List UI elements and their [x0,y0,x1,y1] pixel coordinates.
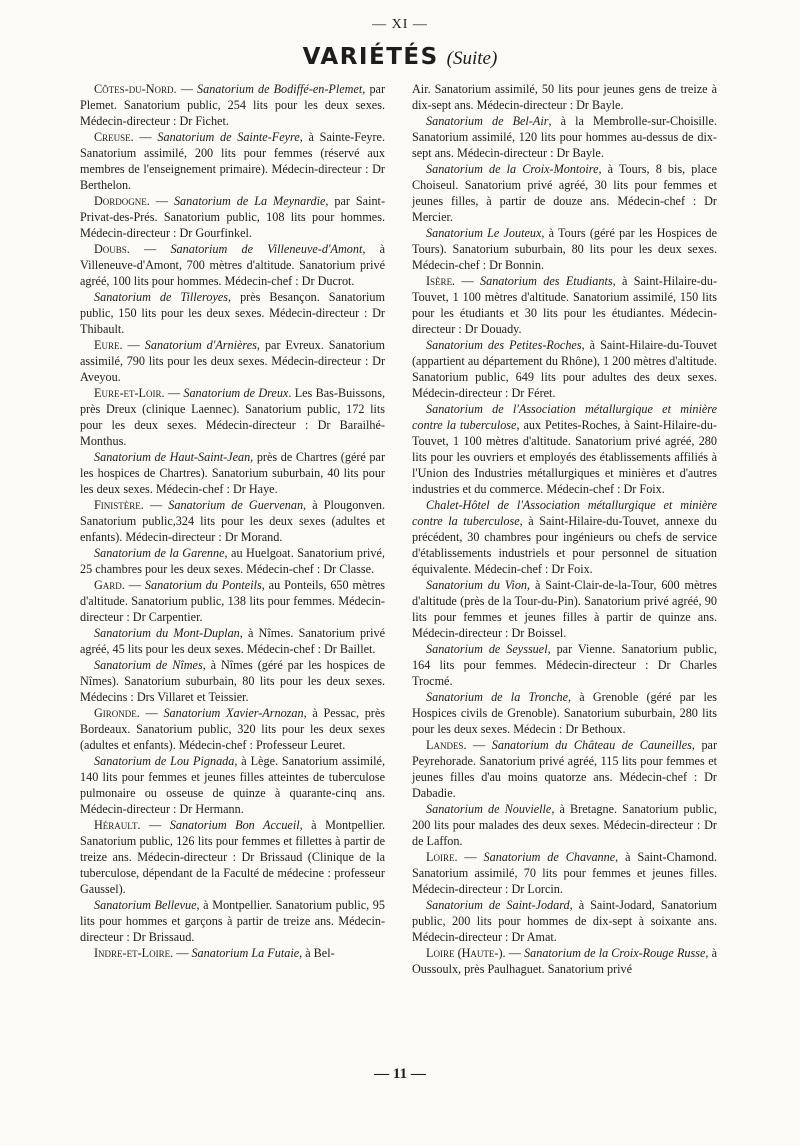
sanatorium-details: , à Plougonven. Sanatorium public,324 lits pour les deux sexes (adultes et enfants). Médecin-directeur : Dr Morand. [80,498,386,544]
sanatorium-details: , à Bel- [299,946,335,960]
sanatorium-name: Sanatorium du Vion [426,578,528,592]
department-name: Creuse. [94,130,134,144]
sanatorium-entry [80,897,385,945]
sanatorium-name: Sanatorium de Dreux [183,386,289,400]
sanatorium-name: Sanatorium de Guervenan [168,498,304,512]
sanatorium-details: Air. Sanatorium assimilé, 50 lits pour jeunes gens de treize à dix-sept ans. Médecin-directeur : Dr Bayle. [412,82,717,112]
sanatorium-entry: Isère. — Sanatorium des Etudiants, à Saint-Hilaire-du-Touvet, 1 100 mètres d'altitude. Sanatorium assimilé, 150 lits pour les étudiants et 30 lits pour les étudiantes. Médecin-directeur : Dr Douady. [412,274,717,336]
department-name: Hérault. [94,818,141,832]
sanatorium-details: , aux Petites-Roches, à Saint-Hilaire-du-Touvet, 1 100 mètres d'altitude. Sanatorium privé agréé, 280 lits pour les ouvriers et employés des établissements affiliés à l'Union des Industries métallurgiques et minières et d'autres industries et du commerce. Médecin-chef : Dr Foix. [412,418,717,496]
sanatorium-name: Sanatorium Bellevue [94,898,197,912]
sanatorium-entry: Eure. — Sanatorium d'Arnières, par Evreux. Sanatorium assimilé, 790 lits pour les deux sexes. Médecin-directeur : Dr Aveyou. [80,338,385,384]
sanatorium-details: , à Saint-Hilaire-du-Touvet (appartient au département du Rhône), 1 200 mètres d'altitude. Sanatorium public, 649 lits pour adultes des deux sexes. Médecin-directeur : Dr Féret. [412,338,717,400]
sanatorium-entry [412,113,717,161]
sanatorium-name: Sanatorium de l'Association métallurgique et minière contre la tuberculose [412,402,717,432]
sanatorium-details: , par Saint-Privat-des-Prés. Sanatorium public, 108 lits pour hommes. Médecin-directeur : Dr Gourfinkel. [80,194,386,240]
sanatorium-entry: Gironde. — Sanatorium Xavier-Arnozan, à Pessac, près Bordeaux. Sanatorium public, 320 lits pour les deux sexes (adultes et enfants). Médecin-chef : Professeur Leuret. [80,706,385,752]
sanatorium-name: Sanatorium de Bel-Air [426,114,549,128]
sanatorium-name: Sanatorium de la Garenne [94,546,225,560]
sanatorium-name: Sanatorium de Saint-Jodard [426,898,570,912]
sanatorium-entry [412,897,717,945]
sanatorium-entry: Eure-et-Loir. — Sanatorium de Dreux. Les Bas-Buissons, près Dreux (clinique Laennec). Sanatorium public, 172 lits pour les deux sexes. Médecin-directeur : Dr Barailhé-Monthus. [80,386,386,448]
sanatorium-entry: Loire (Haute-). — Sanatorium de la Croix-Rouge Russe, à Oussoulx, près Paulhaguet. Sanatorium privé [412,946,717,976]
department-name: Dordogne. [94,194,150,208]
department-name: Isère. [426,274,456,288]
sanatorium-name: Sanatorium de Seyssuel [426,642,548,656]
sanatorium-entry [412,497,717,577]
sanatorium-details: , au Ponteils, 650 mètres d'altitude. Sanatorium public, 138 lits pour femmes. Médecin-directeur : Dr Carpentier. [80,578,386,624]
sanatorium-entry: Doubs. — Sanatorium de Villeneuve-d'Amont, à Villeneuve-d'Amont, 700 mètres d'altitude. Sanatorium privé agréé, 100 lits pour hommes. Médecin-chef : Dr Ducrot. [80,242,386,288]
sanatorium-entry: Creuse. — Sanatorium de Sainte-Feyre, à Sainte-Feyre. Sanatorium assimilé, 200 lits pour femmes (réservé aux membres de l'enseignement primaire). Médecin-directeur : Dr Berthelon. [80,130,385,192]
sanatorium-name: Chalet-Hôtel de l'Association métallurgique et minière contre la tuberculose [412,498,717,528]
sanatorium-details: , à Pessac, près Bordeaux. Sanatorium public, 320 lits pour les deux sexes (adultes et enfants). Médecin-chef : Professeur Leuret. [80,706,385,752]
sanatorium-details: , à Nîmes (géré par les hospices de Nîmes). Sanatorium suburbain, 80 lits pour les deux sexes. Médecins : Drs Villaret et Teissier. [80,658,385,704]
sanatorium-entry [412,801,717,849]
sanatorium-name: Sanatorium Le Jouteux [426,226,542,240]
sanatorium-name: Sanatorium du Mont-Duplan [94,626,240,640]
sanatorium-entry [80,289,385,337]
sanatorium-details: , par Peyrehorade. Sanatorium privé agréé, 115 lits pour femmes et jeunes filles d'au moins quatorze ans. Médecin-chef : Dr Dabadie. [412,738,718,800]
sanatorium-entry [80,449,385,497]
sanatorium-details: , à Villeneuve-d'Amont, 700 mètres d'altitude. Sanatorium privé agréé, 100 lits pour hommes. Médecin-chef : Dr Ducrot. [80,242,386,288]
sanatorium-name: Sanatorium des Etudiants [480,274,613,288]
department-name: Gard. [94,578,125,592]
sanatorium-entry: Hérault. — Sanatorium Bon Accueil, à Montpellier. Sanatorium public, 126 lits pour femmes et fillettes à partir de treize ans. Médecin-directeur : Dr Brissaud (Clinique de la tuberculose, dépendant de la Faculté de médecine : professeur Gaussel). [80,818,385,896]
title-main: VARIÉTÉS [302,44,439,70]
department-name: Doubs. [94,242,130,256]
running-head-roman: — XI — [372,17,428,32]
sanatorium-entry: Finistère. — Sanatorium de Guervenan, à Plougonven. Sanatorium public,324 lits pour les deux sexes (adultes et enfants). Médecin-directeur : Dr Morand. [80,498,386,544]
sanatorium-details: , à Lège. Sanatorium assimilé, 140 lits pour femmes et jeunes filles atteintes de tuberculose pulmonaire ou osseuse de quinze à quarante-cinq ans. Médecin-directeur : Dr Hermann. [80,754,385,816]
page-title [0,44,800,70]
sanatorium-entry [412,161,717,225]
sanatorium-entry [412,689,717,737]
sanatorium-entry: Gard. — Sanatorium du Ponteils, au Ponteils, 650 mètres d'altitude. Sanatorium public, 138 lits pour femmes. Médecin-directeur : Dr Carpentier. [80,578,386,624]
sanatorium-entry: Loire. — Sanatorium de Chavanne, à Saint-Chamond. Sanatorium assimilé, 70 lits pour femmes et jeunes filles. Médecin-directeur : Dr Lorcin. [412,850,717,896]
department-name: Landes. [426,738,467,752]
sanatorium-name: Sanatorium des Petites-Roches [426,338,582,352]
department-name: Gironde. [94,706,140,720]
sanatorium-name: Sanatorium de Nîmes [94,658,203,672]
sanatorium-entry [80,657,385,705]
sanatorium-details: , à Saint-Hilaire-du-Touvet, annexe du précédent, 30 chambres pour ingénieurs ou chefs de service d'établissements industriels et pour personnel de situation équivalente. Médecin-chef : Dr Foix. [412,514,717,576]
sanatorium-entry: Dordogne. — Sanatorium de La Meynardie, par Saint-Privat-des-Prés. Sanatorium public, 108 lits pour hommes. Médecin-directeur : Dr Gourfinkel. [80,194,386,240]
page-number: — 11 — [374,1066,426,1082]
sanatorium-name: Sanatorium de Lou Pignada [94,754,235,768]
sanatorium-details: , au Huelgoat. Sanatorium privé, 25 chambres pour les deux sexes. Médecin-chef : Dr Classe. [80,546,385,576]
sanatorium-details: , à Montpellier. Sanatorium public, 95 lits pour hommes et garçons à partir de treize ans. Médecin-directeur : Dr Brissaud. [80,898,385,944]
sanatorium-name: Sanatorium de Tilleroyes [94,290,229,304]
sanatorium-name: Sanatorium La Futaie [191,946,300,960]
sanatorium-name: Sanatorium de Chavanne [483,850,616,864]
sanatorium-entry: Indre-et-Loire. — Sanatorium La Futaie, à Bel- [94,946,335,960]
sanatorium-name: Sanatorium de Bodiffé-en-Plemet [197,82,363,96]
sanatorium-name: Sanatorium de la Croix-Rouge Russe [524,946,706,960]
sanatorium-entry: Côtes-du-Nord. — Sanatorium de Bodiffé-en-Plemet, par Plemet. Sanatorium public, 254 lits pour les deux sexes. Médecin-directeur : Dr Fichet. [80,82,385,128]
sanatorium-name: Sanatorium du Ponteils [144,578,262,592]
sanatorium-entry [412,225,717,273]
department-name: Indre-et-Loire. [94,946,174,960]
sanatorium-details: , à Tours, 8 bis, place Choiseul. Sanatorium privé agréé, 30 lits pour femmes et jeunes filles, à partir de douze ans. Médecin-chef : Dr Mercier. [412,162,717,224]
sanatorium-details: , près de Chartres (géré par les hospices de Chartres). Sanatorium suburbain, 40 lits pour les deux sexes. Médecin-chef : Dr Haye. [80,450,385,496]
sanatorium-name: Sanatorium de la Croix-Montoire [426,162,599,176]
sanatorium-name: Sanatorium de Nouvielle [426,802,552,816]
sanatorium-details: , par Plemet. Sanatorium public, 254 lits pour les deux sexes. Médecin-directeur : Dr Fichet. [80,82,385,128]
sanatorium-details: , à Nîmes. Sanatorium privé agréé, 45 lits pour les deux sexes. Médecin-chef : Dr Baillet. [80,626,385,656]
sanatorium-entry [80,753,385,817]
sanatorium-details: , à Montpellier. Sanatorium public, 126 lits pour femmes et fillettes à partir de treize ans. Médecin-directeur : Dr Brissaud (Clinique de la tuberculose, dépendant de la Faculté de médecine : professeur Gaussel). [80,818,385,896]
sanatorium-details: . Les Bas-Buissons, près Dreux (clinique Laennec). Sanatorium public, 172 lits pour les deux sexes. Médecin-directeur : Dr Barailhé-Monthus. [80,386,386,448]
sanatorium-details: , à Grenoble (géré par les Hospices civils de Grenoble). Sanatorium suburbain, 280 lits pour les deux sexes. Médecin : Dr Bethoux. [412,690,717,736]
sanatorium-name: Sanatorium de Sainte-Feyre [157,130,300,144]
sanatorium-details: , à Sainte-Feyre. Sanatorium assimilé, 200 lits pour femmes (réservé aux membres de l'enseignement primaire). Médecin-directeur : Dr Berthelon. [80,130,385,192]
sanatorium-details: , à Bretagne. Sanatorium public, 200 lits pour malades des deux sexes. Médecin-directeur : Dr de Laffon. [412,802,717,848]
department-name: Loire (Haute-). [426,946,506,960]
sanatorium-name: Sanatorium de Haut-Saint-Jean [94,450,251,464]
department-name: Finistère. [94,498,144,512]
sanatorium-entry [412,577,717,641]
sanatorium-name: Sanatorium de Villeneuve-d'Amont [170,242,363,256]
sanatorium-entry [412,401,717,497]
sanatorium-details: , par Vienne. Sanatorium public, 164 lits pour femmes. Médecin-directeur : Dr Charles Trocmé. [412,642,717,688]
department-name: Eure-et-Loir. [94,386,165,400]
department-name: Eure. [94,338,123,352]
sanatorium-details: , à Saint-Clair-de-la-Tour, 600 mètres d'altitude (près de la Tour-du-Pin). Sanatorium privé agréé, 90 lits pour femmes et jeunes filles à partir de quinze ans. Médecin-directeur : Dr Boissel. [412,578,717,640]
sanatorium-details: , à Saint-Jodard, Sanatorium public, 200 lits pour hommes de dix-sept à soixante ans. Médecin-directeur : Dr Amat. [412,898,717,944]
sanatorium-details: , à Saint-Hilaire-du-Touvet, 1 100 mètres d'altitude. Sanatorium assimilé, 150 lits pour les étudiants et 30 lits pour les étudiantes. Médecin-directeur : Dr Douady. [412,274,717,336]
sanatorium-details: , près Besançon. Sanatorium public, 150 lits pour les deux sexes. Médecin-directeur : Dr Thibault. [80,290,385,336]
sanatorium-name: Sanatorium Bon Accueil [169,818,300,832]
sanatorium-details: , à la Membrolle-sur-Choisille. Sanatorium assimilé, 120 lits pour hommes au-dessus de dix-sept ans. Médecin-directeur : Dr Bayle. [412,114,718,160]
department-name: Côtes-du-Nord. [94,82,177,96]
sanatorium-entry [412,337,717,401]
right-column [412,81,717,977]
sanatorium-details: , à Oussoulx, près Paulhaguet. Sanatorium privé [412,946,717,976]
sanatorium-name: Sanatorium d'Arnières [144,338,257,352]
sanatorium-name: Sanatorium de la Tronche [426,690,568,704]
sanatorium-entry [412,641,717,689]
sanatorium-name: Sanatorium du Château de Cauneilles [491,738,692,752]
sanatorium-entry: Landes. — Sanatorium du Château de Cauneilles, par Peyrehorade. Sanatorium privé agréé, 115 lits pour femmes et jeunes filles d'au moins quatorze ans. Médecin-chef : Dr Dabadie. [412,738,718,800]
sanatorium-details: , par Evreux. Sanatorium assimilé, 790 lits pour les deux sexes. Médecin-directeur : Dr Aveyou. [80,338,385,384]
department-name: Loire. [426,850,458,864]
sanatorium-entry [412,81,717,113]
left-column [80,81,385,961]
sanatorium-entry [80,545,385,577]
sanatorium-entry [80,625,385,657]
sanatorium-details: , à Tours (géré par les Hospices de Tours). Sanatorium suburbain, 80 lits pour les deux sexes. Médecin-chef : Dr Bonnin. [412,226,717,272]
sanatorium-name: Sanatorium de La Meynardie [173,194,326,208]
sanatorium-name: Sanatorium Xavier-Arnozan [163,706,304,720]
sanatorium-details: , à Saint-Chamond. Sanatorium assimilé, 70 lits pour femmes et jeunes filles. Médecin-directeur : Dr Lorcin. [412,850,717,896]
title-suite: (Suite) [446,48,498,69]
